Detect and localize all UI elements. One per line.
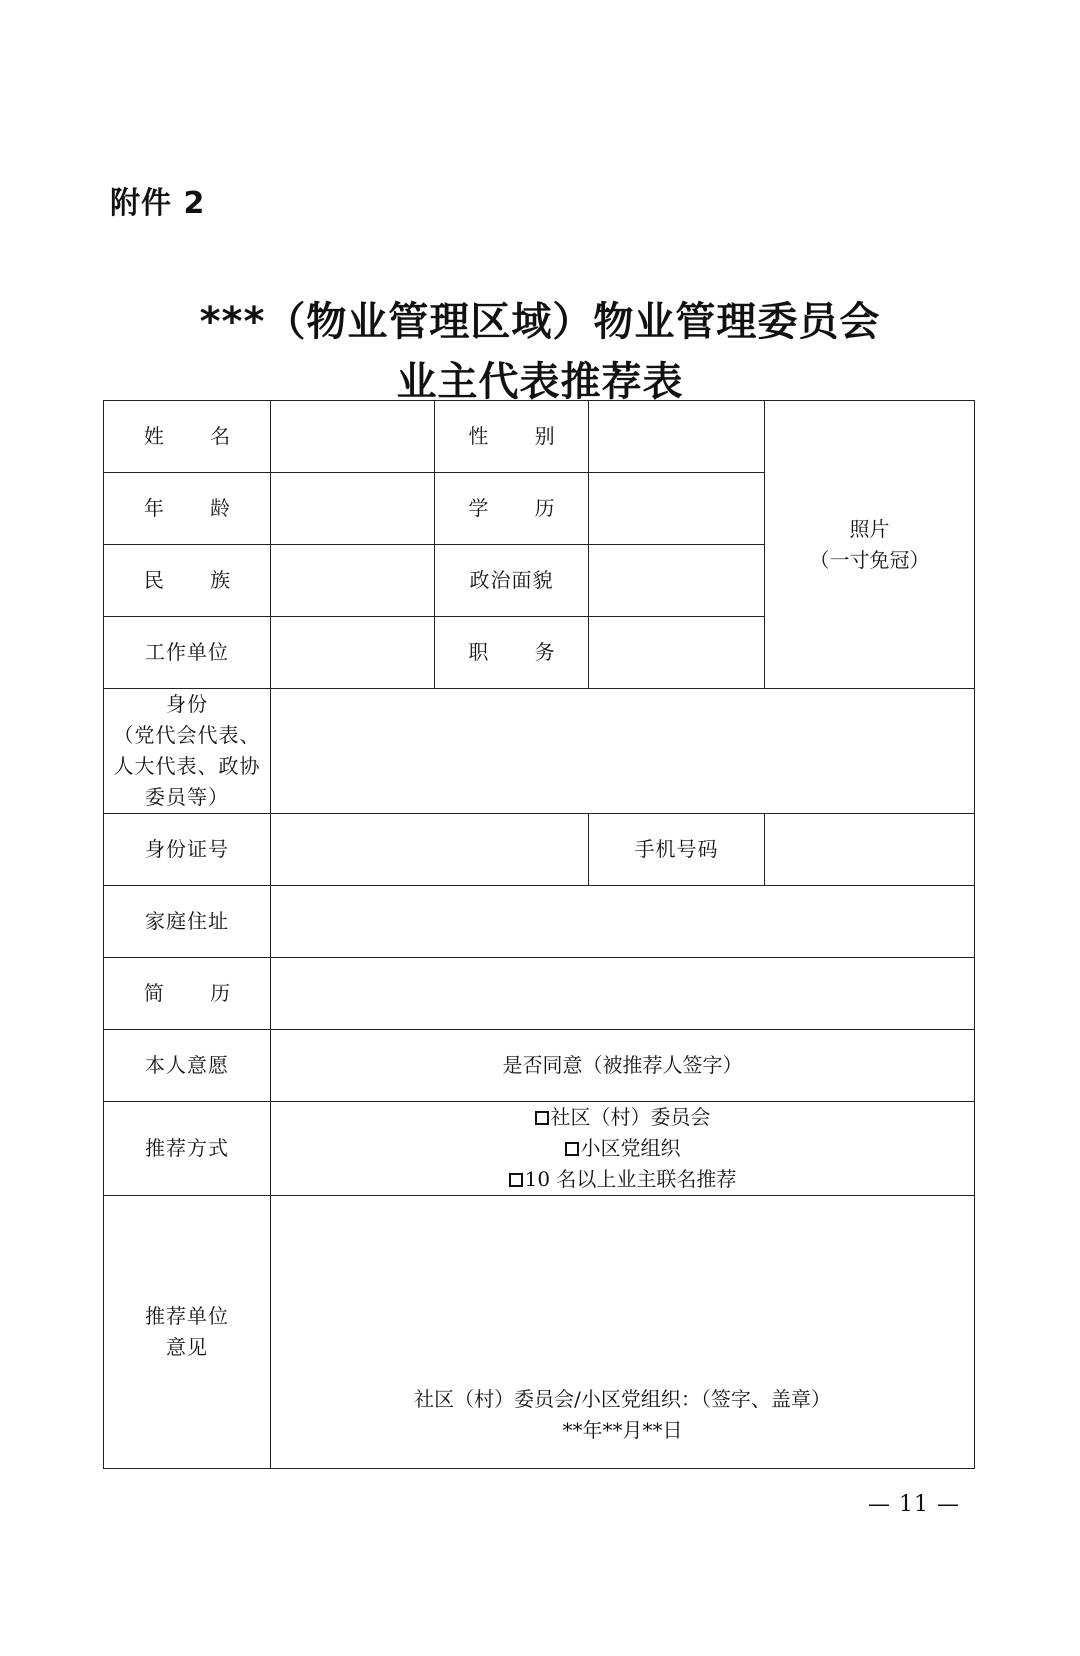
- checkbox-icon[interactable]: [565, 1142, 579, 1156]
- method-option-community[interactable]: [271, 1102, 974, 1133]
- opinion-date: **年**月**日: [562, 1418, 683, 1442]
- identity-label-line3: 人大代表、政协: [113, 754, 261, 778]
- opinion-field[interactable]: [271, 1196, 975, 1469]
- method-option-party-label: 小区党组织: [580, 1136, 681, 1160]
- form-title-line2: 业主代表推荐表: [396, 359, 684, 405]
- willingness-field[interactable]: [271, 1030, 975, 1102]
- age-label: 年 龄: [104, 473, 271, 545]
- photo-label: 照片: [849, 516, 890, 541]
- identity-label-line2: （党代会代表、: [113, 723, 261, 747]
- opinion-signature-block: [271, 1384, 974, 1446]
- address-field[interactable]: [271, 886, 975, 958]
- identity-label: [104, 689, 271, 814]
- form-title-line1: ***（物业管理区域）物业管理委员会: [199, 299, 881, 345]
- phone-label: 手机号码: [589, 814, 765, 886]
- opinion-sign-text: 社区（村）委员会/小区党组织：（签字、盖章）: [414, 1387, 831, 1411]
- identity-field[interactable]: [271, 689, 975, 814]
- identity-label-line4: 委员等）: [145, 785, 229, 809]
- checkbox-icon[interactable]: [509, 1173, 523, 1187]
- opinion-label-line1: 推荐单位: [145, 1304, 229, 1328]
- age-field[interactable]: [271, 473, 435, 545]
- opinion-label: [104, 1196, 271, 1469]
- position-label: 职 务: [435, 617, 589, 689]
- attachment-label: 附件 2: [110, 186, 206, 221]
- id-number-field[interactable]: [271, 814, 589, 886]
- name-label: 姓 名: [104, 401, 271, 473]
- method-label: 推荐方式: [104, 1102, 271, 1196]
- political-status-label: 政治面貌: [435, 545, 589, 617]
- opinion-label-line2: 意见: [166, 1335, 208, 1359]
- method-option-party[interactable]: [271, 1133, 974, 1164]
- education-field[interactable]: [589, 473, 765, 545]
- willingness-label: 本人意愿: [104, 1030, 271, 1102]
- address-label: 家庭住址: [104, 886, 271, 958]
- ethnicity-field[interactable]: [271, 545, 435, 617]
- education-label: 学 历: [435, 473, 589, 545]
- gender-label: 性 别: [435, 401, 589, 473]
- phone-field[interactable]: [765, 814, 975, 886]
- method-option-community-label: 社区（村）委员会: [550, 1105, 711, 1129]
- identity-label-line1: 身份: [166, 692, 208, 716]
- photo-note: （一寸免冠）: [809, 547, 930, 572]
- method-option-owners-label: 10 名以上业主联名推荐: [524, 1167, 737, 1191]
- workplace-label: 工作单位: [104, 617, 271, 689]
- method-options: [271, 1102, 975, 1196]
- ethnicity-label: 民 族: [104, 545, 271, 617]
- resume-field[interactable]: [271, 958, 975, 1030]
- gender-field[interactable]: [589, 401, 765, 473]
- photo-cell[interactable]: [765, 401, 975, 689]
- resume-label: 简 历: [104, 958, 271, 1030]
- name-field[interactable]: [271, 401, 435, 473]
- checkbox-icon[interactable]: [535, 1111, 549, 1125]
- political-status-field[interactable]: [589, 545, 765, 617]
- method-option-owners[interactable]: [271, 1164, 974, 1195]
- recommendation-form-table: [103, 400, 975, 1469]
- willingness-text: 是否同意（被推荐人签字）: [502, 1053, 743, 1077]
- workplace-field[interactable]: [271, 617, 435, 689]
- id-number-label: 身份证号: [104, 814, 271, 886]
- page-number: — 11 —: [868, 1492, 960, 1517]
- position-field[interactable]: [589, 617, 765, 689]
